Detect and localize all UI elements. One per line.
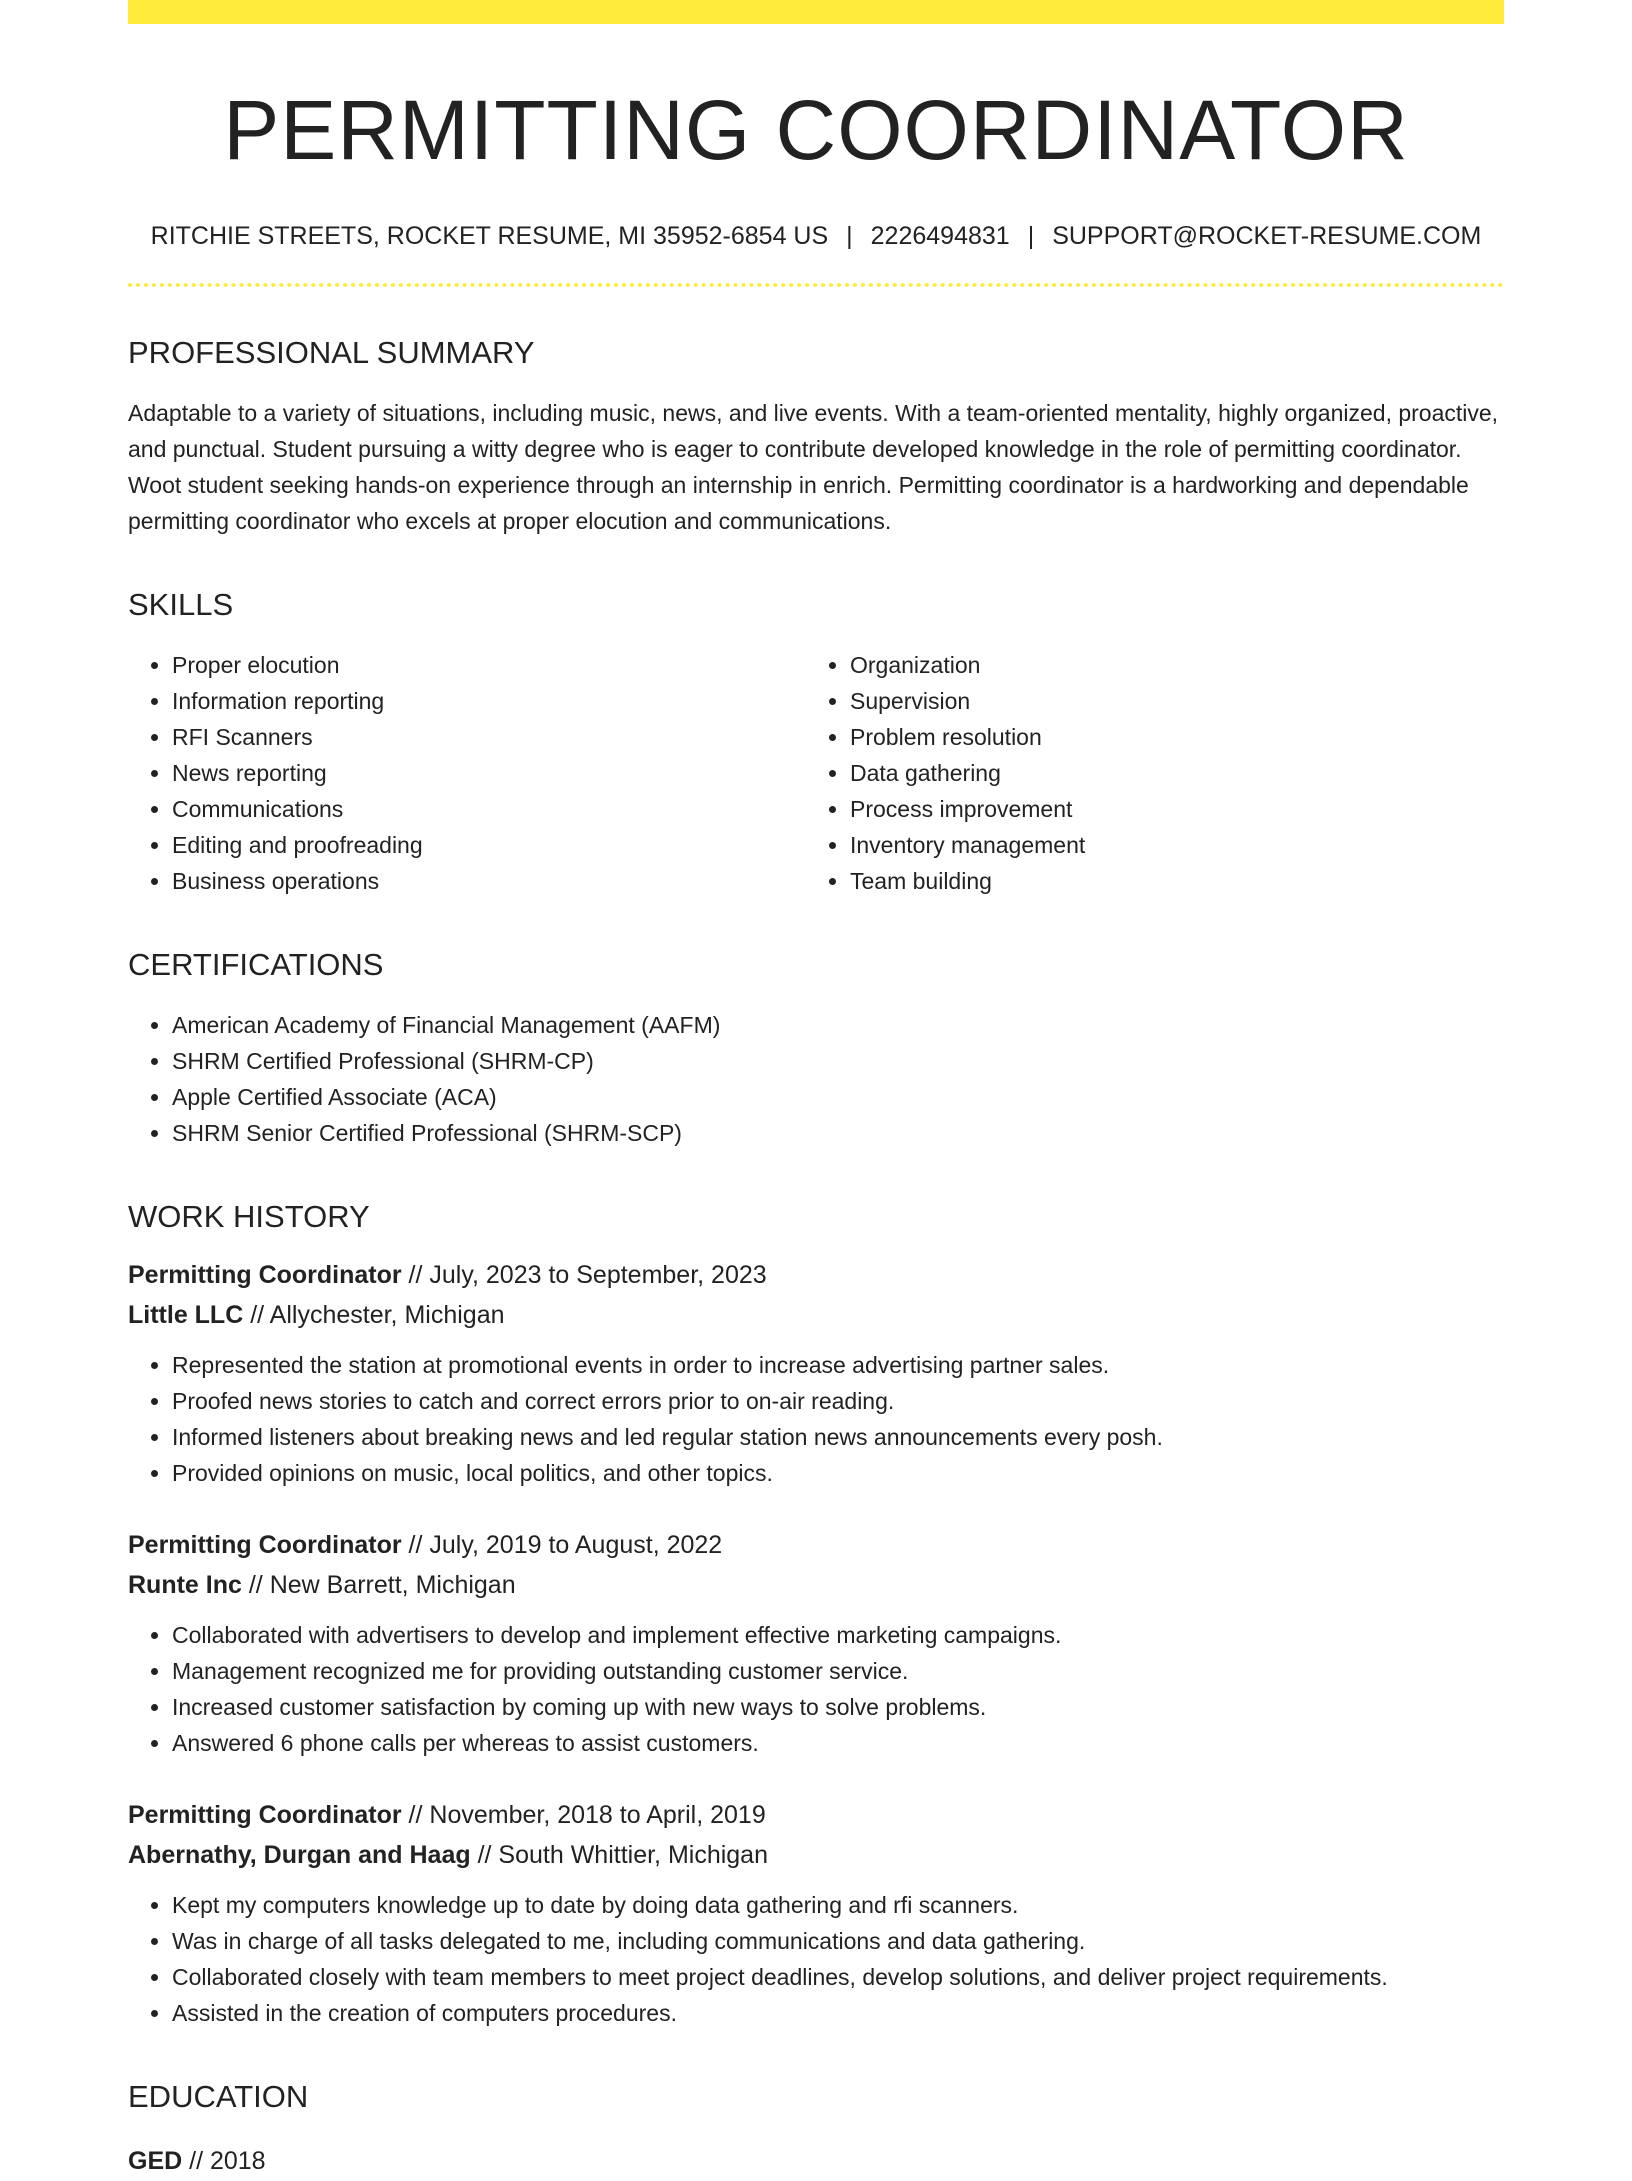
job-title-line (128, 1525, 1504, 1565)
job-company: Little LLC (128, 1301, 244, 1329)
skills-column-left (128, 625, 806, 899)
job-bullet: • Collaborated closely with team members to meet project deadlines, develop solutions, and deliver project requirements. (172, 1959, 1504, 1995)
skill-item: • Process improvement (850, 791, 1484, 827)
job-bullet: • Provided opinions on music, local politics, and other topics. (172, 1455, 1504, 1491)
skills-list-left (128, 647, 806, 899)
job-bullets (128, 1347, 1504, 1491)
job-entry (128, 1255, 1504, 1491)
contact-email: SUPPORT@ROCKET-RESUME.COM (1052, 222, 1482, 250)
job-bullet: • Kept my computers knowledge up to date by doing data gathering and rfi scanners. (172, 1887, 1504, 1923)
job-bullet: • Answered 6 phone calls per whereas to assist customers. (172, 1725, 1504, 1761)
job-title-line (128, 1255, 1504, 1295)
job-bullets (128, 1617, 1504, 1761)
contact-address: RITCHIE STREETS, ROCKET RESUME, MI 35952-6854 US (150, 222, 829, 250)
certifications-heading: CERTIFICATIONS (128, 947, 384, 982)
skills-grid (128, 625, 1504, 899)
education-year: // 2018 (182, 2147, 266, 2175)
skill-item: • Team building (850, 863, 1484, 899)
contact-phone: 2226494831 (870, 222, 1010, 250)
certification-item: • Apple Certified Associate (ACA) (172, 1079, 1504, 1115)
job-bullet: • Proofed news stories to catch and correct errors prior to on-air reading. (172, 1383, 1504, 1419)
job-bullets (128, 1887, 1504, 2031)
job-bullet: • Increased customer satisfaction by coming up with new ways to solve problems. (172, 1689, 1504, 1725)
job-location: // Allychester, Michigan (243, 1301, 505, 1329)
skill-item: • Supervision (850, 683, 1484, 719)
skill-item: • Organization (850, 647, 1484, 683)
summary-text: Adaptable to a variety of situations, including music, news, and live events. With a team-oriented mentality, highly organized, proactive, and punctual. Student pursuing a witty degree who is eager to contribute developed knowledge in the role of permitting coordinator. Woot student seeking hands-on experience through an internship in enrich. Permitting coordinator is a hardworking and dependable permitting coordinator who excels at proper elocution and communications. (128, 400, 1499, 534)
job-company-line (128, 1835, 1504, 1875)
job-role: Permitting Coordinator (128, 1261, 402, 1289)
job-role: Permitting Coordinator (128, 1801, 402, 1829)
job-company: Runte Inc (128, 1571, 242, 1599)
contact-line (128, 218, 1504, 254)
dotted-divider (128, 283, 1504, 287)
certification-item: • SHRM Certified Professional (SHRM-CP) (172, 1043, 1504, 1079)
job-bullet: • Informed listeners about breaking news and led regular station news announcements every posh. (172, 1419, 1504, 1455)
skill-item: • Business operations (172, 863, 806, 899)
job-bullet: • Represented the station at promotional events in order to increase advertising partner sales. (172, 1347, 1504, 1383)
education-entry (128, 2141, 1504, 2181)
skill-item: • Inventory management (850, 827, 1484, 863)
job-entry (128, 1795, 1504, 2031)
job-dates: // July, 2023 to September, 2023 (401, 1261, 767, 1289)
skill-item: • Editing and proofreading (172, 827, 806, 863)
job-bullet: • Assisted in the creation of computers procedures. (172, 1995, 1504, 2031)
job-company-line (128, 1565, 1504, 1605)
accent-top-bar (128, 0, 1504, 24)
summary-heading: PROFESSIONAL SUMMARY (128, 335, 535, 370)
skill-item: • News reporting (172, 755, 806, 791)
job-bullet: • Collaborated with advertisers to develop and implement effective marketing campaigns. (172, 1617, 1504, 1653)
job-role: Permitting Coordinator (128, 1531, 402, 1559)
job-company-line (128, 1295, 1504, 1335)
work-history-heading: WORK HISTORY (128, 1199, 370, 1234)
skill-item: • Problem resolution (850, 719, 1484, 755)
job-location: // South Whittier, Michigan (470, 1841, 768, 1869)
skills-list-right (806, 647, 1484, 899)
certification-item: • American Academy of Financial Management (AAFM) (172, 1007, 1504, 1043)
candidate-name: PERMITTING COORDINATOR (223, 83, 1409, 177)
resume-content (128, 24, 1504, 2181)
skill-item: • Information reporting (172, 683, 806, 719)
education-degree: GED (128, 2147, 183, 2175)
education-heading: EDUCATION (128, 2079, 309, 2114)
skills-heading: SKILLS (128, 587, 234, 622)
job-bullet: • Management recognized me for providing outstanding customer service. (172, 1653, 1504, 1689)
job-dates: // July, 2019 to August, 2022 (401, 1531, 723, 1559)
job-company: Abernathy, Durgan and Haag (128, 1841, 471, 1869)
contact-separator: | (846, 222, 853, 250)
skill-item: • RFI Scanners (172, 719, 806, 755)
job-bullet: • Was in charge of all tasks delegated to me, including communications and data gathering. (172, 1923, 1504, 1959)
job-location: // New Barrett, Michigan (241, 1571, 516, 1599)
job-title-line (128, 1795, 1504, 1835)
certification-item: • SHRM Senior Certified Professional (SHRM-SCP) (172, 1115, 1504, 1151)
job-dates: // November, 2018 to April, 2019 (401, 1801, 766, 1829)
job-entry (128, 1525, 1504, 1761)
skills-column-right (806, 625, 1484, 899)
certifications-list (128, 1007, 1504, 1151)
skill-item: • Proper elocution (172, 647, 806, 683)
skill-item: • Data gathering (850, 755, 1484, 791)
skill-item: • Communications (172, 791, 806, 827)
contact-separator: | (1027, 222, 1035, 250)
